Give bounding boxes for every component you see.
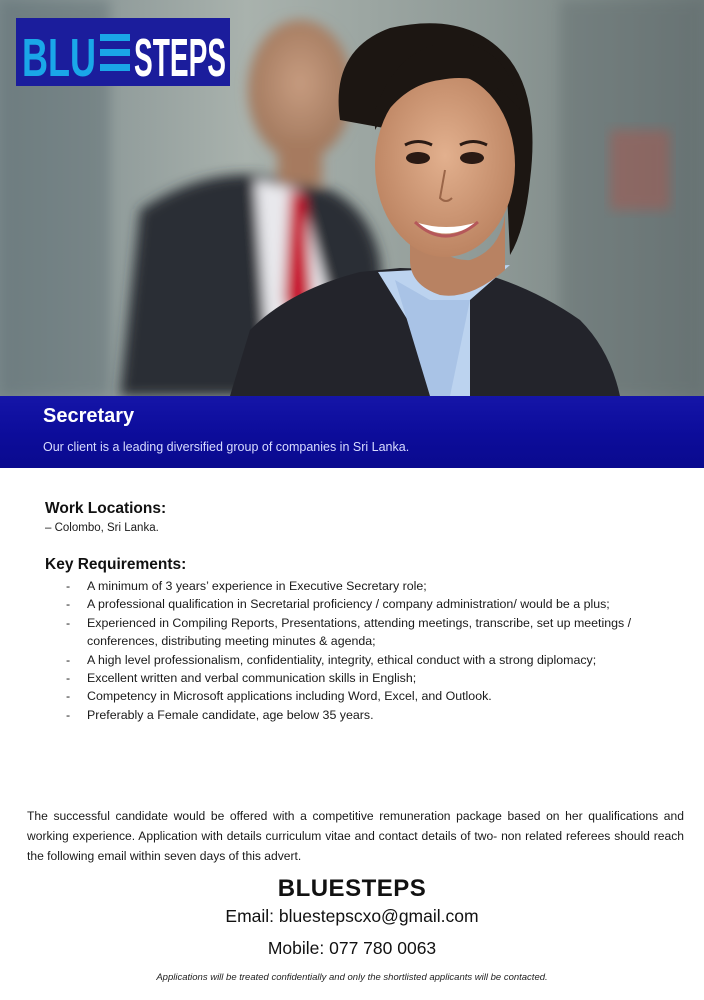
list-item: - A minimum of 3 years’ experience in Executive Secretary role; bbox=[45, 577, 665, 595]
bluesteps-logo bbox=[16, 18, 230, 86]
job-title-banner bbox=[0, 396, 704, 468]
work-locations-heading: Work Locations: bbox=[45, 500, 167, 517]
svg-text:BLU: BLU bbox=[22, 28, 96, 88]
list-item: - Excellent written and verbal communication skills in English; bbox=[45, 669, 665, 687]
list-item: - Competency in Microsoft applications including Word, Excel, and Outlook. bbox=[45, 687, 665, 705]
offer-paragraph: The successful candidate would be offered with a competitive remuneration package based on her qualifications and working experience. Application with details curriculum vitae and contact details of two- non related referees should reach the following email within seven days of this advert. bbox=[27, 809, 684, 863]
hero-section bbox=[0, 0, 704, 468]
list-item: - Preferably a Female candidate, age below 35 years. bbox=[45, 706, 665, 724]
confidentiality-note: Applications will be treated confidentially and only the shortlisted applicants will be contacted. bbox=[156, 972, 548, 983]
contact-mobile[interactable]: Mobile: 077 780 0063 bbox=[267, 938, 437, 958]
contact-email[interactable]: Email: bluestepscxo@gmail.com bbox=[225, 906, 479, 926]
list-item: - A high level professionalism, confidentiality, integrity, ethical conduct with a strong diplomacy; bbox=[45, 651, 665, 669]
job-subtitle: Our client is a leading diversified group of companies in Sri Lanka. bbox=[43, 440, 410, 454]
list-item: - Experienced in Compiling Reports, Presentations, attending meetings, transcribe, set up meetings / conferences, distributing meeting minutes & agenda; bbox=[45, 614, 665, 651]
list-item: - A professional qualification in Secretarial proficiency / company administration/ would be a plus; bbox=[45, 595, 665, 613]
svg-text:STEPS: STEPS bbox=[134, 28, 226, 88]
work-location-text: – Colombo, Sri Lanka. bbox=[45, 522, 159, 534]
work-locations-section bbox=[45, 500, 685, 534]
contact-brand-name: BLUESTEPS bbox=[277, 875, 427, 902]
job-title: Secretary bbox=[43, 405, 135, 427]
key-requirements-heading: Key Requirements: bbox=[45, 556, 187, 573]
key-requirements-section bbox=[45, 556, 685, 724]
requirements-list bbox=[45, 577, 685, 724]
